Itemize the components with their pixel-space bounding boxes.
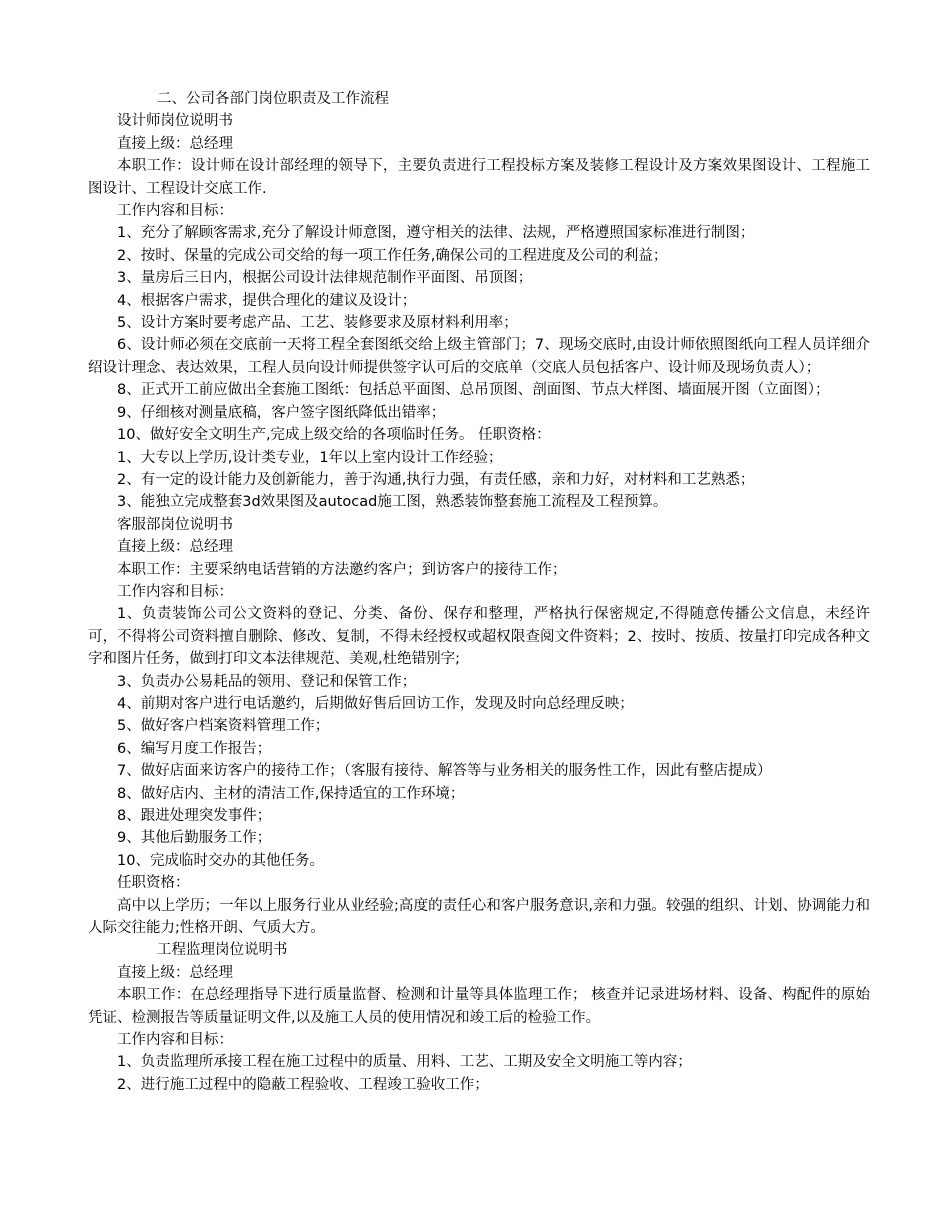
document-page: [88, 88, 870, 1096]
paragraph: 任职资格：: [117, 875, 190, 892]
paragraph: 工作内容和目标：: [117, 583, 233, 600]
paragraph: 高中以上学历；一年以上服务行业从业经验;高度的责任心和客户服务意识,亲和力强。较强的组织、计划、协调能力和人际交往能力;性格开朗、气质大方。: [88, 897, 870, 937]
paragraph: 本职工作：设计师在设计部经理的领导下，主要负责进行工程投标方案及装修工程设计及方案效果图设计、工程施工图设计、工程设计交底工作.: [88, 158, 870, 197]
paragraph: 工作内容和目标：: [117, 1032, 233, 1049]
list-item: 1、负责监理所承接工程在施工过程中的质量、用料、工艺、工期及安全文明施工等内容；: [117, 1054, 692, 1071]
subsection-title: 工程监理岗位说明书: [157, 942, 288, 959]
subsection-title: 客服部岗位说明书: [117, 516, 233, 533]
list-item: 4、前期对客户进行电话邀约，后期做好售后回访工作，发现及时向总经理反映；: [117, 695, 634, 712]
list-item: 8、做好店内、主材的清洁工作,保持适宜的工作环境；: [117, 785, 465, 802]
subsection-title: 设计师岗位说明书: [117, 113, 233, 130]
list-item: 2、按时、保量的完成公司交给的每一项工作任务,确保公司的工程进度及公司的利益；: [117, 247, 668, 264]
list-item: 3、能独立完成整套3d效果图及autocad施工图，熟悉装饰整套施工流程及工程预算。: [117, 494, 668, 511]
list-item: 4、根据客户需求，提供合理化的建议及设计；: [117, 292, 417, 309]
list-item: 5、做好客户档案资料管理工作；: [117, 718, 330, 735]
paragraph: 直接上级：总经理: [117, 964, 233, 981]
list-item: 10、完成临时交办的其他任务。: [117, 852, 324, 869]
list-item: 2、进行施工过程中的隐蔽工程验收、工程竣工验收工作；: [117, 1076, 489, 1093]
list-item: 5、设计方案时要考虑产品、工艺、装修要求及原材料利用率；: [117, 315, 518, 332]
list-item: 10、做好安全文明生产,完成上级交给的各项临时任务。 任职资格：: [117, 427, 551, 444]
list-item: 1、充分了解顾客需求,充分了解设计师意图，遵守相关的法律、法规，严格遵照国家标准进行制图；: [117, 225, 755, 242]
list-item: 8、正式开工前应做出全套施工图纸：包括总平面图、总吊顶图、剖面图、节点大样图、墙面展开图（立面图）；: [117, 382, 830, 399]
list-item: 6、设计师必须在交底前一天将工程全套图纸交给上级主管部门；7、现场交底时,由设计师依照图纸向工程人员详细介绍设计理念、表达效果，工程人员向设计师提供签字认可后的交底单（交底人员包括客户、设计师及现场负责人）；: [88, 337, 870, 376]
paragraph: 直接上级：总经理: [117, 135, 233, 152]
list-item: 1、负责装饰公司公文资料的登记、分类、备份、保存和整理，严格执行保密规定,不得随意传播公文信息，未经许可，不得将公司资料擅自删除、修改、复制，不得未经授权或超权限查阅文件资料；2、按时、按质、按量打印完成各种文字和图片任务，做到打印文本法律规范、美观,杜绝错别字;: [88, 606, 870, 668]
list-item: 9、仔细核对测量底稿，客户签字图纸降低出错率；: [117, 404, 446, 421]
list-item: 3、量房后三日内，根据公司设计法律规范制作平面图、吊顶图；: [117, 270, 533, 287]
list-item: 2、有一定的设计能力及创新能力，善于沟通,执行力强，有责任感，亲和力好，对材料和工艺熟悉；: [117, 471, 755, 488]
paragraph: 工作内容和目标：: [117, 203, 233, 220]
list-item: 7、做好店面来访客户的接待工作；（客服有接待、解答等与业务相关的服务性工作，因此有整店提成）: [117, 763, 772, 780]
list-item: 9、其他后勤服务工作；: [117, 830, 272, 847]
section-heading: 二、公司各部门岗位职责及工作流程: [157, 91, 389, 107]
list-item: 1、大专以上学历,设计类专业，1年以上室内设计工作经验；: [117, 449, 503, 466]
list-item: 3、负责办公易耗品的领用、登记和保管工作；: [117, 673, 417, 690]
list-item: 8、跟进处理突发事件；: [117, 808, 272, 824]
paragraph: 本职工作：主要采纳电话营销的方法邀约客户；到访客户的接待工作；: [117, 561, 567, 578]
paragraph: 本职工作：在总经理指导下进行质量监督、检测和计量等具体监理工作； 核查并记录进场材料、设备、构配件的原始凭证、检测报告等质量证明文件,以及施工人员的使用情况和竣工后的检验工作。: [88, 987, 870, 1026]
list-item: 6、编写月度工作报告；: [117, 740, 272, 757]
paragraph: 直接上级：总经理: [117, 539, 233, 556]
